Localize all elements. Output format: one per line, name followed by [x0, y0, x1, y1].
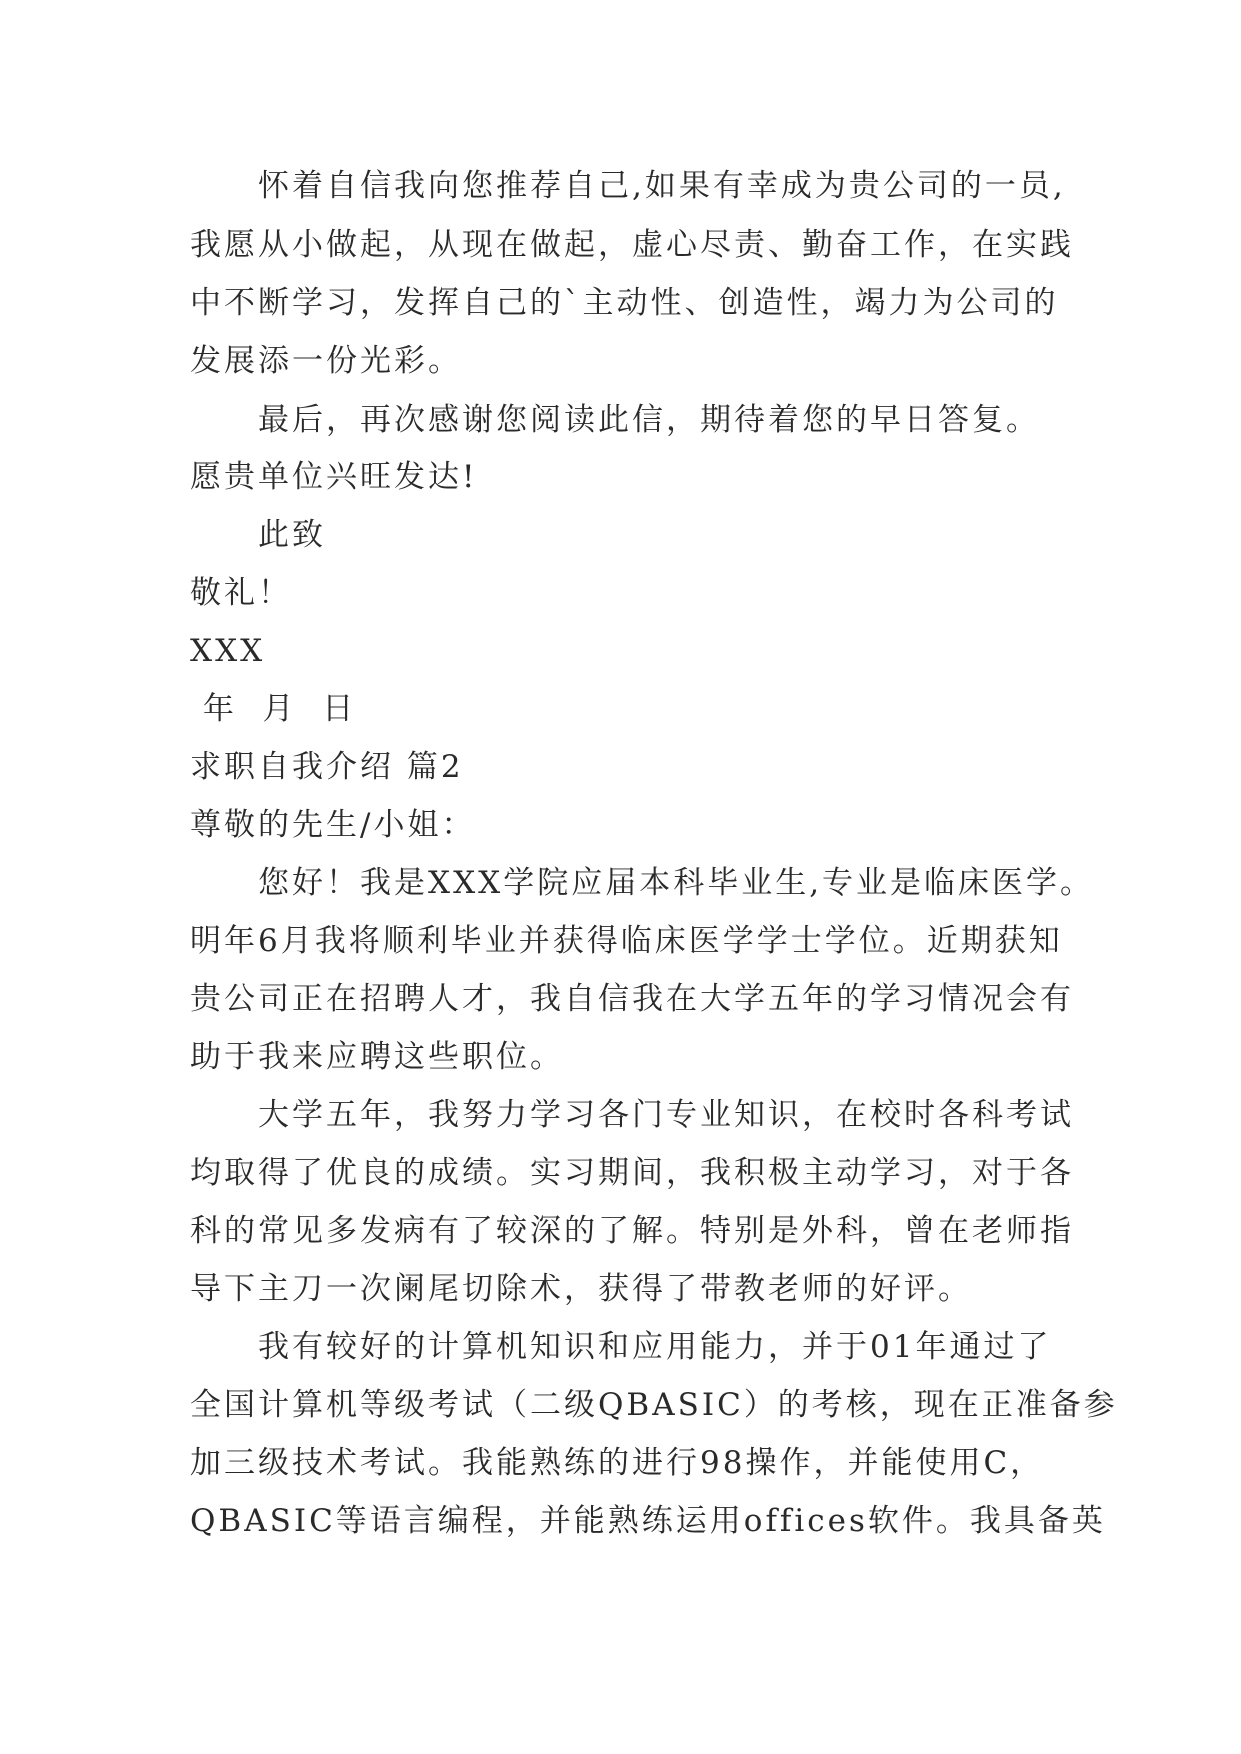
paragraph-line: 加三级技术考试。我能熟练的进行98操作，并能使用C，: [190, 1445, 1045, 1481]
paragraph-line: 我愿从小做起，从现在做起，虚心尽责、勤奋工作，在实践: [190, 227, 1074, 263]
paragraph-line: 科的常见多发病有了较深的了解。特别是外科，曾在老师指: [190, 1213, 1074, 1249]
closing-salutation: 此致: [258, 517, 326, 553]
paragraph-line: 助于我来应聘这些职位。: [190, 1039, 564, 1075]
paragraph-line: 贵公司正在招聘人才，我自信我在大学五年的学习情况会有: [190, 981, 1074, 1017]
paragraph-line: 发展添一份光彩。: [190, 343, 462, 379]
signature-name: XXX: [190, 633, 266, 669]
paragraph-line: 中不断学习，发挥自己的`主动性、创造性，竭力为公司的: [190, 285, 1059, 321]
paragraph-line: 明年6月我将顺利毕业并获得临床医学学士学位。近期获知: [190, 923, 1063, 959]
paragraph-line: 愿贵单位兴旺发达!: [190, 459, 478, 495]
section-heading: 求职自我介绍 篇2: [190, 749, 464, 785]
paragraph-line: 我有较好的计算机知识和应用能力，并于01年通过了: [258, 1329, 1052, 1365]
paragraph-line: 均取得了优良的成绩。实习期间，我积极主动学习，对于各: [190, 1155, 1074, 1191]
paragraph-line: 全国计算机等级考试（二级QBASIC）的考核，现在正准备参: [190, 1387, 1118, 1423]
signature-date: 年 月 日: [190, 691, 357, 727]
paragraph-line: QBASIC等语言编程，并能熟练运用offices软件。我具备英: [190, 1503, 1106, 1539]
greeting: 尊敬的先生/小姐：: [190, 807, 476, 843]
paragraph-line: 您好！我是XXX学院应届本科毕业生,专业是临床医学。: [258, 865, 1095, 901]
closing-regards: 敬礼！: [190, 575, 292, 611]
paragraph-line: 大学五年，我努力学习各门专业知识，在校时各科考试: [258, 1097, 1074, 1133]
paragraph-line: 怀着自信我向您推荐自己,如果有幸成为贵公司的一员,: [258, 168, 1066, 204]
paragraph-line: 最后，再次感谢您阅读此信，期待着您的早日答复。: [258, 402, 1040, 438]
paragraph-line: 导下主刀一次阑尾切除术，获得了带教老师的好评。: [190, 1271, 972, 1307]
